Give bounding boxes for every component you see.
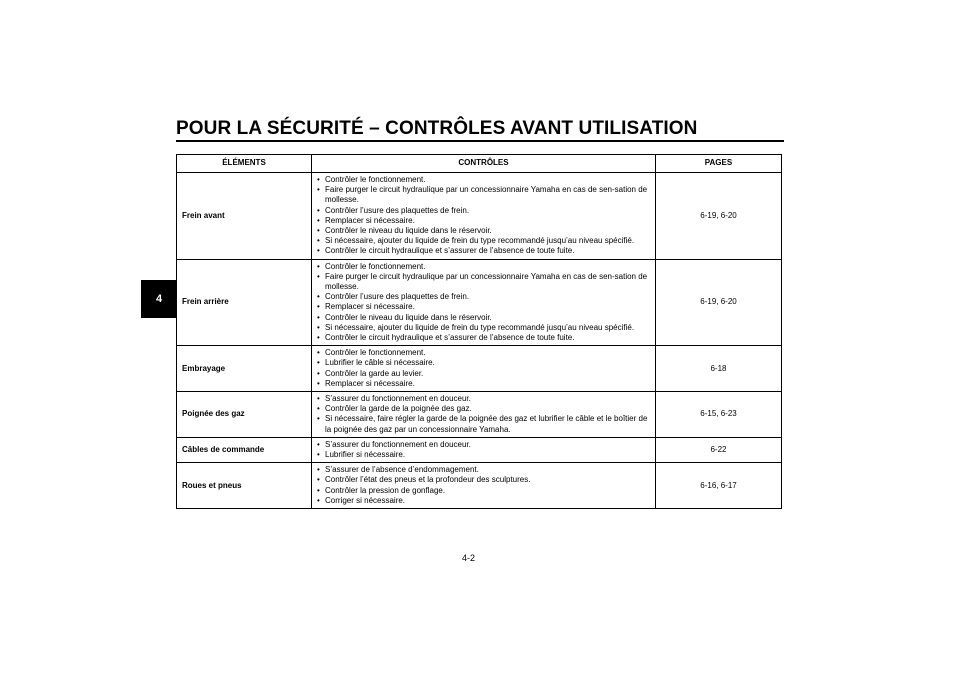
control-item: • Contrôler le circuit hydraulique et s’assurer de l’absence de toute fuite. [317,333,651,343]
table-row [177,173,782,260]
pages-cell: 6-19, 6-20 [656,173,782,260]
element-cell: Poignée des gaz [177,392,312,438]
control-item: • Remplacer si nécessaire. [317,302,651,312]
pages-cell: 6-16, 6-17 [656,463,782,509]
pages-cell: 6-22 [656,437,782,462]
table-row [177,259,782,346]
page-title: POUR LA SÉCURITÉ – CONTRÔLES AVANT UTILISATION [176,118,698,139]
page-number: 4-2 [462,553,476,563]
control-item: • Si nécessaire, ajouter du liquide de frein du type recommandé jusqu’au niveau spécifié. [317,323,651,333]
control-item: • Contrôler l’usure des plaquettes de frein. [317,292,651,302]
title-underline [176,140,784,142]
control-item: • S’assurer du fonctionnement en douceur. [317,394,651,404]
controls-cell [312,173,656,260]
controls-cell [312,259,656,346]
control-item: • Faire purger le circuit hydraulique par un concessionnaire Yamaha en cas de sen-sation de mollesse. [317,185,651,205]
controls-cell [312,437,656,462]
table-header-row [177,155,782,173]
control-item: • Contrôler la pression de gonflage. [317,486,651,496]
control-item: • Contrôler le fonctionnement. [317,348,651,358]
control-item: • Contrôler le niveau du liquide dans le réservoir. [317,313,651,323]
table-row [177,346,782,392]
element-cell: Roues et pneus [177,463,312,509]
control-item: • Remplacer si nécessaire. [317,379,651,389]
control-item: • S’assurer du fonctionnement en douceur. [317,440,651,450]
table-row [177,437,782,462]
checks-table [176,154,782,509]
header-pages: PAGES [656,155,782,173]
control-item: • Contrôler l’état des pneus et la profondeur des sculptures. [317,475,651,485]
control-item: • Contrôler le fonctionnement. [317,262,651,272]
control-item: • S’assurer de l’absence d’endommagement. [317,465,651,475]
control-item: • Si nécessaire, ajouter du liquide de frein du type recommandé jusqu’au niveau spécifié. [317,236,651,246]
control-item: • Faire purger le circuit hydraulique par un concessionnaire Yamaha en cas de sen-sation de mollesse. [317,272,651,292]
control-item: • Lubrifier le câble si nécessaire. [317,358,651,368]
control-item: • Lubrifier si nécessaire. [317,450,651,460]
control-item: • Contrôler le niveau du liquide dans le réservoir. [317,226,651,236]
controls-cell [312,346,656,392]
control-item: • Si nécessaire, faire régler la garde de la poignée des gaz et lubrifier le câble et le boîtier de la poignée des gaz par un concessionnaire Yamaha. [317,414,651,434]
element-cell: Frein arrière [177,259,312,346]
header-elements: ÉLÉMENTS [177,155,312,173]
element-cell: Embrayage [177,346,312,392]
controls-cell [312,463,656,509]
element-cell: Câbles de commande [177,437,312,462]
pages-cell: 6-15, 6-23 [656,392,782,438]
control-item: • Contrôler le circuit hydraulique et s’assurer de l’absence de toute fuite. [317,246,651,256]
control-item: • Contrôler la garde au levier. [317,369,651,379]
control-item: • Corriger si nécessaire. [317,496,651,506]
control-item: • Contrôler la garde de la poignée des gaz. [317,404,651,414]
control-item: • Remplacer si nécessaire. [317,216,651,226]
pages-cell: 6-18 [656,346,782,392]
chapter-tab: 4 [141,280,177,318]
control-item: • Contrôler le fonctionnement. [317,175,651,185]
element-cell: Frein avant [177,173,312,260]
table-row [177,463,782,509]
header-controls: CONTRÔLES [312,155,656,173]
control-item: • Contrôler l’usure des plaquettes de frein. [317,206,651,216]
table-row [177,392,782,438]
controls-cell [312,392,656,438]
pages-cell: 6-19, 6-20 [656,259,782,346]
